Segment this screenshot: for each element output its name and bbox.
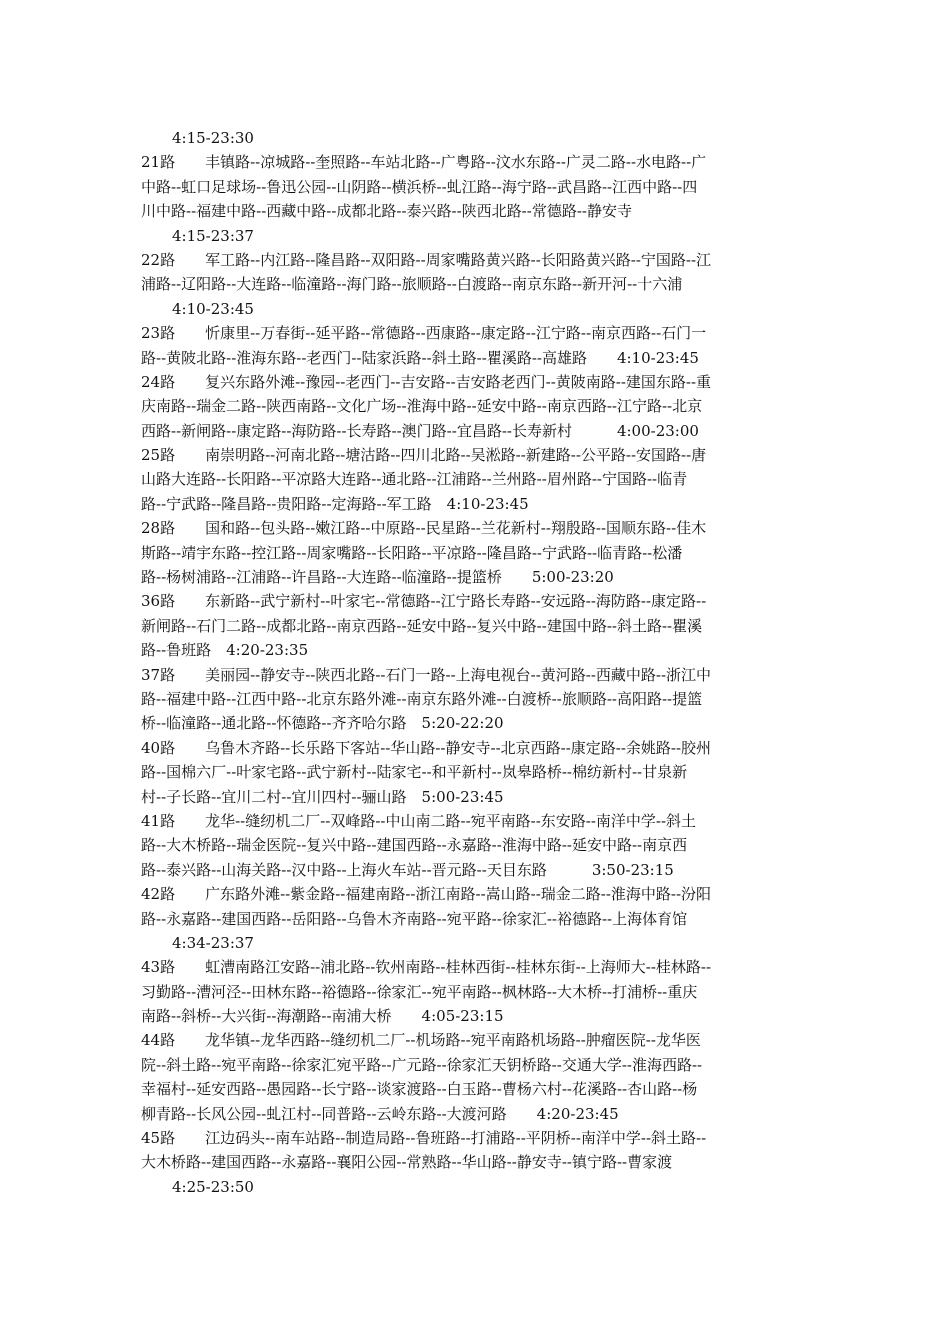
text-line: 22路 军工路--内江路--隆昌路--双阳路--周家嘴路黄兴路--长阳路黄兴路--宁国路--江 [141,250,712,269]
text-line: 路--泰兴路--山海关路--汉中路--上海火车站--晋元路--天目东路 3:50-23:15 [141,860,674,879]
text-line: 斯路--靖宇东路--控江路--周家嘴路--长阳路--平凉路--隆昌路--宁武路--临青路--松潘 [141,543,683,562]
text-line: 浦路--辽阳路--大连路--临潼路--海门路--旅顺路--白渡路--南京东路--新开河--十六浦 [141,275,683,294]
text-line: 24路 复兴东路外滩--豫园--老西门--吉安路--吉安路老西门--黄陂南路--建国东路--重 [141,372,712,391]
text-line: 4:15-23:30 [172,129,254,147]
text-line: 山路大连路--长阳路--平凉路大连路--通北路--江浦路--兰州路--眉州路--宁国路--临青 [141,470,688,489]
text-line: 路--永嘉路--建国西路--岳阳路--乌鲁木齐南路--宛平路--徐家汇--裕德路--上海体育馆 [141,909,688,928]
text-line: 4:15-23:37 [172,226,254,245]
text-line: 4:25-23:50 [172,1177,254,1196]
text-line: 庆南路--瑞金二路--陕西南路--文化广场--淮海中路--延安中路--南京西路--江宁路--北京 [141,397,703,416]
text-line: 桥--临潼路--通北路--怀德路--齐齐哈尔路 5:20-22:20 [141,714,504,733]
text-line: 44路 龙华镇--龙华西路--缝纫机二厂--机场路--宛平南路机场路--肿瘤医院--龙华医 [141,1031,701,1050]
text-line: 42路 广东路外滩--紫金路--福建南路--浙江南路--嵩山路--瑞金二路--淮海中路--汾阳 [141,885,712,904]
text-line: 25路 南崇明路--河南北路--塘沽路--四川北路--吴淞路--新建路--公平路--安国路--唐 [141,446,707,465]
text-line: 路--福建中路--江西中路--北京东路外滩--南京东路外滩--白渡桥--旅顺路--高阳路--提篮 [141,689,703,708]
text-line: 23路 忻康里--万春街--延平路--常德路--西康路--康定路--江宁路--南京西路--石门一 [141,324,707,343]
text-line: 村--子长路--宜川二村--宜川四村--骊山路 5:00-23:45 [141,787,504,806]
text-line: 4:34-23:37 [172,933,254,952]
text-line: 路--杨树浦路--江浦路--许昌路--大连路--临潼路--提篮桥 5:00-23:20 [141,568,614,587]
text-line: 路--大木桥路--瑞金医院--复兴中路--建国西路--永嘉路--淮海中路--延安中路--南京西 [141,836,688,855]
text-line: 川中路--福建中路--西藏中路--成都北路--泰兴路--陕西北路--常德路--静安寺 [141,202,632,221]
text-line: 柳青路--长风公园--虬江村--同普路--云岭东路--大渡河路 4:20-23:45 [141,1104,619,1123]
text-line: 西路--新闸路--康定路--海防路--长寿路--澳门路--宜昌路--长寿新村 4:00-23:00 [141,421,699,440]
text-line: 大木桥路--建国西路--永嘉路--襄阳公园--常熟路--华山路--静安寺--镇宁路--曹家渡 [141,1153,673,1172]
text-line: 40路 乌鲁木齐路--长乐路下客站--华山路--静安寺--北京西路--康定路--余姚路--胶州 [141,738,712,757]
text-line: 21路 丰镇路--凉城路--奎照路--车站北路--广粤路--汶水东路--广灵二路--水电路--广 [141,153,707,172]
text-line: 路--鲁班路 4:20-23:35 [141,641,309,660]
text-line: 43路 虹漕南路江安路--浦北路--钦州南路--桂林西街--桂林东街--上海师大--桂林路-- [141,958,712,977]
text-line: 45路 江边码头--南车站路--制造局路--鲁班路--打浦路--平阴桥--南洋中学--斜土路-- [141,1129,707,1148]
text-line: 37路 美丽园--静安寺--陕西北路--石门一路--上海电视台--黄河路--西藏中路--浙江中 [141,665,712,684]
text-line: 南路--斜桥--大兴街--海潮路--南浦大桥 4:05-23:15 [141,1007,504,1026]
bus-route-listing [141,126,821,1199]
text-line: 习勤路--漕河泾--田林东路--裕德路--徐家汇--宛平南路--枫林路--大木桥--打浦桥--重庆 [141,982,698,1001]
text-line: 4:10-23:45 [172,299,254,318]
text-line: 路--黄陂北路--淮海东路--老西门--陆家浜路--斜土路--瞿溪路--高雄路 4:10-23:45 [141,348,699,367]
text-line: 路--国棉六厂--叶家宅路--武宁新村--陆家宅--和平新村--岚皋路桥--棉纺新村--甘泉新 [141,763,688,782]
text-line: 新闸路--石门二路--成都北路--南京西路--延安中路--复兴中路--建国中路--斜土路--瞿溪 [141,616,703,635]
text-line: 41路 龙华--缝纫机二厂--双峰路--中山南二路--宛平南路--东安路--南洋中学--斜土 [141,811,697,830]
text-line: 28路 国和路--包头路--嫩江路--中原路--民星路--兰花新村--翔殷路--国顺东路--佳木 [141,519,707,538]
text-line: 路--宁武路--隆昌路--贵阳路--定海路--军工路 4:10-23:45 [141,494,529,513]
text-line: 36路 东新路--武宁新村--叶家宅--常德路--江宁路长寿路--安远路--海防路--康定路-- [141,592,707,611]
text-line: 幸福村--延安西路--愚园路--长宁路--谈家渡路--白玉路--曹杨六村--花溪路--杏山路--杨 [141,1080,698,1099]
text-line: 院--斜土路--宛平南路--徐家汇宛平路--广元路--徐家汇天钥桥路--交通大学--淮海西路-- [141,1055,703,1074]
text-line: 中路--虹口足球场--鲁迅公园--山阴路--横浜桥--虬江路--海宁路--武昌路--江西中路--四 [141,177,698,196]
